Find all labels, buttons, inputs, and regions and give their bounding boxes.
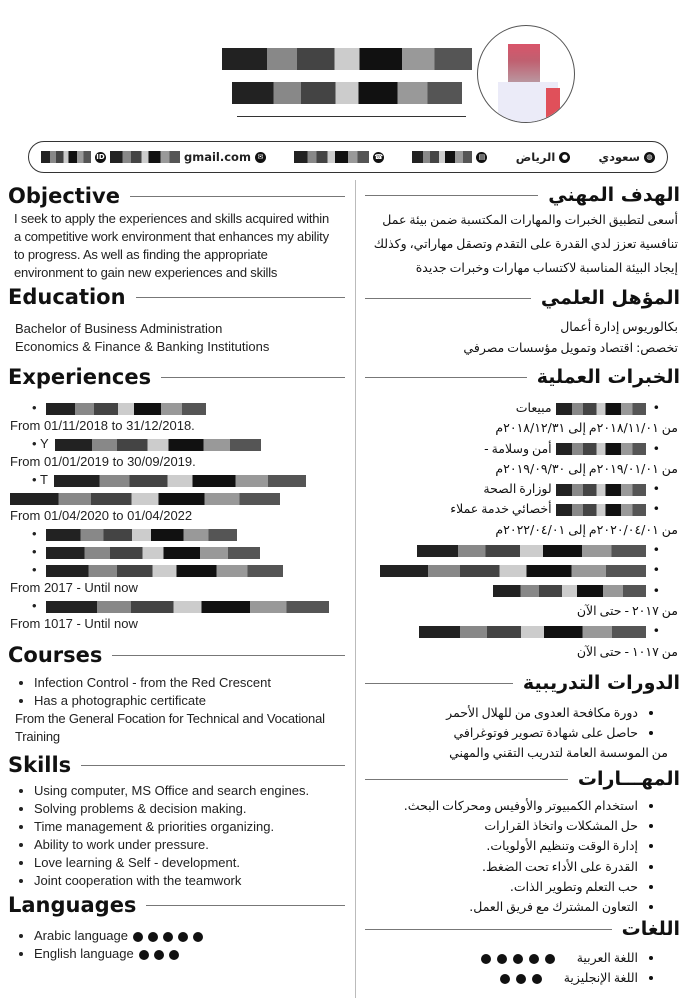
skill-item: • استخدام الكمبيوتر والأوفيس ومحركات البحث.	[360, 796, 638, 816]
proficiency-dot-icon	[163, 932, 173, 942]
proficiency-dot-icon	[516, 974, 526, 984]
heading-rule	[365, 683, 513, 684]
skill-item: • Joint cooperation with the teamwork	[34, 872, 335, 890]
experience-date: From 1017 - Until now	[10, 616, 138, 631]
courses-items	[360, 703, 678, 743]
applicant-name-redacted	[222, 40, 472, 110]
redacted-text	[10, 493, 280, 505]
skill-item: • Solving problems & decision making.	[34, 800, 335, 818]
language-label: اللغة العربية	[576, 950, 638, 965]
language-label: Arabic language	[34, 928, 128, 943]
heading-rule	[81, 765, 345, 766]
language-item	[360, 948, 638, 968]
bullet-icon: •	[649, 582, 660, 598]
globe-icon: ◍	[644, 152, 655, 163]
experience-date: من ٢٠٢٠/٠٤/٠١م إلى ٢٠٢٢/٠٤/٠١م	[495, 521, 678, 537]
redacted-text	[46, 403, 206, 415]
email-suffix: gmail.com	[184, 150, 251, 164]
section-title: Experiences	[8, 365, 152, 389]
course-item: • Has a photographic certificate	[34, 692, 335, 710]
experience-date	[360, 601, 678, 621]
redacted-text	[380, 565, 646, 577]
education-line: تخصص: اقتصاد وتمويل مؤسسات مصرفي	[463, 340, 678, 355]
bullet-icon: •	[32, 526, 41, 541]
experience-bullet	[360, 560, 678, 580]
experience-date	[10, 579, 345, 597]
heading-rule	[365, 779, 568, 780]
experience-date	[360, 418, 678, 438]
section-title: Languages	[8, 893, 137, 917]
experience-bullet	[360, 499, 678, 519]
redacted-text	[46, 529, 237, 541]
language-item	[34, 927, 335, 945]
objective-line: أسعى لتطبيق الخبرات والمهارات المكتسبة ضمن بيئة عمل	[382, 212, 678, 227]
experience-date: From 01/01/2019 to 30/09/2019.	[10, 454, 196, 469]
languages-list	[0, 927, 335, 963]
education-line: Economics & Finance & Banking Institutions	[15, 339, 270, 354]
redacted-text	[54, 475, 306, 487]
courses-items	[0, 674, 335, 710]
experiences-list	[10, 399, 345, 633]
proficiency-dot-icon	[178, 932, 188, 942]
proficiency-dot-icon	[481, 954, 491, 964]
redacted-text	[41, 151, 91, 163]
courses-list	[0, 674, 335, 746]
city-text: الرياض	[515, 150, 556, 164]
skill-item: • القدرة على الأداء تحت الضغط.	[360, 857, 638, 877]
redacted-text	[556, 504, 646, 516]
objective-line: إيجاد البيئة المناسبة لاكتساب مهارات وخبرات جديدة	[415, 260, 678, 275]
experience-date: من ٢٠١٨/١١/٠١م إلى ٢٠١٨/١٢/٣١م	[495, 420, 678, 436]
heading-rule	[161, 377, 345, 378]
heading-rule	[365, 377, 527, 378]
redacted-text	[46, 547, 260, 559]
redacted-text	[55, 439, 261, 451]
experiences-list-ar	[360, 398, 678, 662]
experience-date: من ٢٠١٩/٠١/٠١م إلى ٢٠١٩/٠٩/٣٠م	[495, 460, 678, 476]
objective-line: to progress. As well as finding the appropriate	[14, 247, 268, 262]
left-heading-languages	[8, 893, 345, 917]
bullet-icon: •	[32, 472, 40, 487]
experience-title: أمن وسلامة -	[484, 440, 552, 456]
redacted-text	[294, 151, 369, 163]
right-heading-objective	[365, 184, 680, 206]
objective-text-ar	[360, 208, 678, 280]
bullet-icon: •	[32, 562, 41, 577]
experience-title: لوزارة الصحة	[483, 481, 552, 497]
courses-list-ar	[360, 703, 678, 763]
section-title: المؤهل العلمي	[540, 287, 680, 309]
heading-rule	[130, 196, 345, 197]
heading-rule	[112, 655, 345, 656]
proficiency-dots	[481, 950, 561, 965]
name-underline	[237, 116, 466, 117]
skill-item: • التعاون المشترك مع فريق العمل.	[360, 897, 638, 917]
proficiency-dot-icon	[529, 954, 539, 964]
left-heading-skills	[8, 753, 345, 777]
redacted-text	[46, 565, 283, 577]
experience-date: من ٢٠١٧ - حتى الآن	[576, 602, 678, 618]
proficiency-dot-icon	[513, 954, 523, 964]
experience-date	[10, 615, 345, 633]
redacted-text	[419, 626, 646, 638]
proficiency-dot-icon	[148, 932, 158, 942]
redacted-text	[417, 545, 646, 557]
proficiency-dot-icon	[154, 950, 164, 960]
proficiency-dot-icon	[497, 954, 507, 964]
course-item: • Infection Control - from the Red Crescent	[34, 674, 335, 692]
section-title: Skills	[8, 753, 72, 777]
redacted-text	[556, 403, 646, 415]
proficiency-dot-icon	[193, 932, 203, 942]
experience-date	[360, 459, 678, 479]
experience-bullet	[10, 561, 345, 579]
id-icon: ID	[96, 152, 105, 161]
bullet-icon: •	[649, 481, 660, 497]
proficiency-dot-icon	[139, 950, 149, 960]
education-text-ar	[360, 316, 678, 358]
location-pin-icon: ●	[559, 152, 570, 163]
profile-photo	[477, 25, 575, 123]
section-title: الخبرات العملية	[536, 366, 680, 388]
proficiency-dot-icon	[545, 954, 555, 964]
course-item: • دورة مكافحة العدوى من للهلال الأحمر	[360, 703, 638, 723]
skill-item: • Using computer, MS Office and search engines.	[34, 782, 335, 800]
experience-bullet	[10, 399, 345, 417]
right-heading-languages	[365, 918, 680, 940]
skill-item: • Love learning & Self - development.	[34, 854, 335, 872]
proficiency-dot-icon	[169, 950, 179, 960]
redacted-text	[556, 484, 646, 496]
education-line: بكالوريوس إدارة أعمال	[560, 319, 678, 334]
experience-plain	[10, 489, 345, 507]
bullet-icon: •	[649, 542, 660, 558]
heading-rule	[365, 298, 531, 299]
right-heading-courses	[365, 672, 680, 694]
heading-rule	[146, 905, 345, 906]
skills-list-ar	[360, 796, 678, 917]
language-label: اللغة الإنجليزية	[563, 970, 638, 985]
experience-date	[10, 417, 345, 435]
experience-bullet	[360, 621, 678, 641]
bullet-icon: •	[32, 400, 41, 415]
redacted-text	[46, 601, 329, 613]
calendar-icon: ▤	[476, 152, 487, 163]
experience-title: أخصائي خدمة عملاء	[450, 501, 552, 517]
course-item: • حاصل على شهادة تصوير فوتوغرافي	[360, 723, 638, 743]
experience-bullet	[360, 398, 678, 418]
redacted-text	[556, 443, 646, 455]
education-text	[15, 320, 350, 356]
skill-item: • حل المشكلات واتخاذ القرارات	[360, 816, 638, 836]
proficiency-dot-icon	[532, 974, 542, 984]
proficiency-dot-icon	[500, 974, 510, 984]
left-heading-education	[8, 285, 345, 309]
experience-date	[10, 453, 345, 471]
languages-items	[0, 927, 335, 963]
section-title: المهـــارات	[577, 768, 680, 790]
section-title: Objective	[8, 184, 120, 208]
language-item	[34, 945, 335, 963]
skills-items	[0, 782, 335, 890]
education-line: Bachelor of Business Administration	[15, 321, 223, 336]
languages-items	[360, 948, 678, 988]
contact-birthdate	[412, 151, 487, 163]
redacted-text	[412, 151, 472, 163]
email-icon: ✉	[255, 152, 266, 163]
courses-note: من الموسسة العامة لتدريب التقني والمهني	[449, 745, 668, 760]
languages-list-ar	[360, 948, 678, 988]
skills-items	[360, 796, 678, 917]
left-heading-objective	[8, 184, 345, 208]
objective-line: environment to gain new experiences and skills	[14, 265, 278, 280]
objective-line: I seek to apply the experiences and skills acquired within	[14, 211, 330, 226]
bullet-icon: •	[32, 544, 41, 559]
bullet-icon: •	[649, 562, 660, 578]
language-item	[360, 968, 638, 988]
contact-id	[41, 150, 266, 164]
experience-bullet	[10, 525, 345, 543]
experience-date: From 01/04/2020 to 01/04/2022	[10, 508, 193, 523]
section-title: اللغات	[621, 918, 680, 940]
language-label: English language	[34, 946, 134, 961]
experience-date	[360, 520, 678, 540]
experience-bullet	[360, 439, 678, 459]
section-title: الهدف المهني	[548, 184, 680, 206]
redacted-text	[493, 585, 646, 597]
bullet-icon: •	[32, 436, 40, 451]
experience-title: T	[39, 472, 48, 487]
bullet-icon: •	[649, 623, 660, 639]
experience-bullet	[10, 597, 345, 615]
skill-item: • حب التعلم وتطوير الذات.	[360, 877, 638, 897]
bullet-icon: •	[649, 501, 660, 517]
right-heading-experiences	[365, 366, 680, 388]
heading-rule	[365, 195, 538, 196]
courses-note-line: Training	[15, 729, 60, 744]
right-heading-education	[365, 287, 680, 309]
experience-date	[360, 642, 678, 662]
left-heading-experiences	[8, 365, 345, 389]
skill-item: • Ability to work under pressure.	[34, 836, 335, 854]
skill-item: • إدارة الوقت وتنظيم الأولويات.	[360, 836, 638, 856]
experience-bullet	[360, 540, 678, 560]
section-title: Education	[8, 285, 126, 309]
experience-date: من ١٠١٧ - حتى الآن	[576, 643, 678, 659]
proficiency-dots	[500, 970, 548, 985]
experience-date: From 2017 - Until now	[10, 580, 138, 595]
contact-phone	[294, 151, 384, 163]
proficiency-dot-icon	[133, 932, 143, 942]
bullet-icon: •	[32, 598, 41, 613]
nationality-text: سعودي	[598, 150, 640, 164]
experience-bullet	[10, 471, 345, 489]
experience-bullet	[360, 479, 678, 499]
experience-bullet	[10, 435, 345, 453]
experience-bullet	[360, 581, 678, 601]
contact-city	[516, 150, 571, 164]
experience-bullet	[10, 543, 345, 561]
bullet-icon: •	[649, 440, 660, 456]
experience-date: From 01/11/2018 to 31/12/2018.	[10, 418, 195, 433]
contact-nationality	[599, 150, 655, 164]
courses-note	[0, 710, 335, 746]
left-heading-courses	[8, 643, 345, 667]
skill-item: • Time management & priorities organizing.	[34, 818, 335, 836]
objective-line: a competitive work environment that enhances my ability	[14, 229, 329, 244]
section-title: الدورات التدريبية	[522, 672, 680, 694]
redacted-text	[110, 151, 180, 163]
heading-rule	[365, 929, 612, 930]
phone-icon: ☎	[374, 152, 384, 161]
skills-list	[0, 782, 335, 890]
right-heading-skills	[365, 768, 680, 790]
objective-line: تنافسية تعزز لدي القدرة على التقدم وتصقل مهاراتي، وكذلك	[373, 236, 678, 251]
experience-date	[10, 507, 345, 525]
section-title: Courses	[8, 643, 103, 667]
column-divider	[355, 180, 356, 998]
courses-note-line: From the General Focation for Technical and Vocational	[15, 711, 325, 726]
contact-bar	[28, 141, 668, 173]
experience-title: Y	[39, 436, 49, 451]
bullet-icon: •	[649, 400, 660, 415]
experience-title: مبيعات	[515, 400, 552, 415]
objective-text	[14, 210, 349, 282]
heading-rule	[136, 297, 345, 298]
